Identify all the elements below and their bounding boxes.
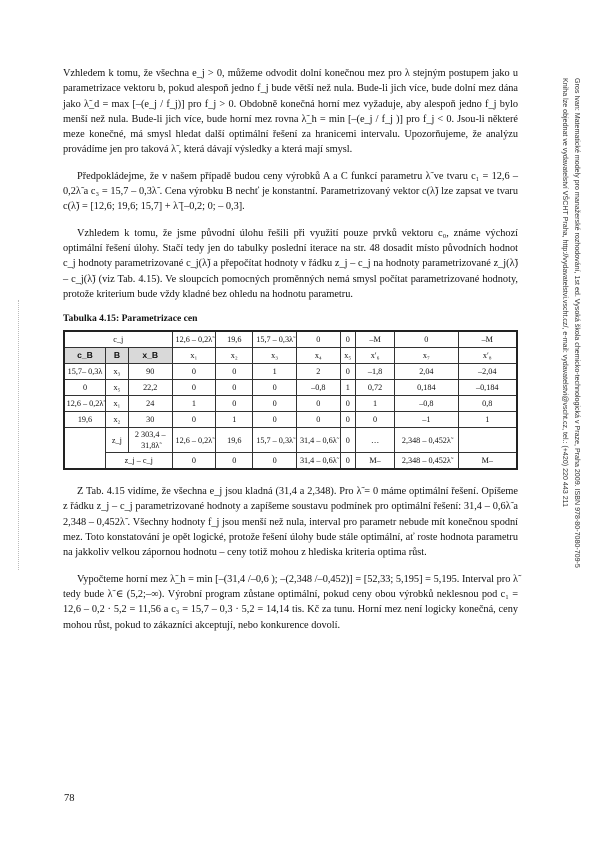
table-cell: 0 bbox=[296, 412, 340, 428]
table-cell: 15,7– 0,3λ bbox=[64, 364, 105, 380]
table-row bbox=[64, 412, 517, 428]
zj-cell: 31,4 – 0,6λ̃ bbox=[296, 428, 340, 453]
paragraph-5: Vypočteme horní mez λ̃_h = min [–(31,4 /–0,6 ); –(2,348 /–0,452)] = [52,33; 5,195] = 5,195. Interval pro λ̃ tedy bude λ̃ ∈ (5,2;–∞). Výrobní program zůstane optimální, pokud ceny obou výrobků neklesnou pod c₁ = 12,6 – 0,2 · 5,2 = 11,56 a c₃ = 15,7 – 0,3 · 5,2 = 14,14 tis. Kč za tunu. Horní mez není logicky konečná, ceny mohou růst, pokud to zákazníci akceptují, nebo konkurence dovolí. bbox=[63, 573, 518, 631]
table-cell: 0,8 bbox=[458, 396, 517, 412]
table-cell: 1 bbox=[355, 396, 394, 412]
zj-cj-cell: 31,4 – 0,6λ̃ bbox=[296, 453, 340, 470]
table-cell: 0 bbox=[296, 396, 340, 412]
paragraph-1: Vzhledem k tomu, že všechna e_j > 0, můžeme odvodit dolní konečnou mez pro λ stejným postupem jako u parametrizace vektoru b, pokud alespoň jedno f_j bude větší než nula. Bude-li jich více, bude dolní mez dána jako λ̃_d = max [–(e_j / f_j)] pro f_j > 0. Obdobně konečná horní mez vyžaduje, aby alespoň jedno f_j bylo menší než nula. Bude-li jich více, bude horní mez rovna λ̃_h = min [–(e_j / f_j )] pro f_j < 0. Jsou-li některé meze konečné, má smysl hledat další optimální řešení za hranicemi intervalu. Upozorňujeme, že analýzu provádíme jen pro taková λ̃ , která dávají výsledky a která mají smysl. bbox=[63, 68, 518, 156]
table-cell: 0 bbox=[64, 380, 105, 396]
table-row bbox=[64, 364, 517, 380]
table-cell: 1 bbox=[253, 364, 297, 380]
table-cell: –1 bbox=[395, 412, 458, 428]
table-cell: 0 bbox=[216, 396, 253, 412]
zj-cj-cell: 0 bbox=[172, 453, 216, 470]
table-cell: 1 bbox=[340, 380, 355, 396]
simplex-table bbox=[63, 330, 518, 470]
zj-cj-cell: 0 bbox=[216, 453, 253, 470]
table-cell: 0,72 bbox=[355, 380, 394, 396]
table-cell: 19,6 bbox=[64, 412, 105, 428]
header-cell: B bbox=[105, 348, 128, 364]
table-cell: 0 bbox=[216, 364, 253, 380]
table-cell: x₁ bbox=[105, 396, 128, 412]
table-cell: 0,184 bbox=[395, 380, 458, 396]
side-note-line-1: Gros Ivan: Matematické modely pro manažerské rozhodování, 1st ed. Vysoká škola chemicko-technologická v Praze, Praha 2009. ISBN 978-80-7080-709-5 bbox=[573, 78, 581, 568]
header-cell: x₇ bbox=[395, 348, 458, 364]
header-cell: x₄ bbox=[296, 348, 340, 364]
zj-cj-cell: M– bbox=[355, 453, 394, 470]
page-number: 78 bbox=[64, 793, 75, 804]
table-cell: 0 bbox=[172, 380, 216, 396]
cj-cell: 0 bbox=[340, 331, 355, 348]
header-cell: x₃ bbox=[253, 348, 297, 364]
header-cell: x′₆ bbox=[355, 348, 394, 364]
zj-cell: 2,348 – 0,452λ̃ bbox=[395, 428, 458, 453]
table-cell: 0 bbox=[216, 380, 253, 396]
table-cell: 2 bbox=[296, 364, 340, 380]
table-cell: 0 bbox=[340, 412, 355, 428]
table-cell: 24 bbox=[128, 396, 172, 412]
table-cell: 30 bbox=[128, 412, 172, 428]
table-caption: Tabulka 4.15: Parametrizace cen bbox=[63, 313, 198, 325]
table-cell: x₂ bbox=[105, 412, 128, 428]
zj-cell: 15,7 – 0,3λ̃ bbox=[253, 428, 297, 453]
cj-cell: 12,6 – 0,2λ̃ bbox=[172, 331, 216, 348]
zj-cj-cell: M– bbox=[458, 453, 517, 470]
header-cell: x₂ bbox=[216, 348, 253, 364]
header-cell: x′₈ bbox=[458, 348, 517, 364]
header-cell: c_B bbox=[64, 348, 105, 364]
zj-cj-cell: 2,348 – 0,452λ̃ bbox=[395, 453, 458, 470]
table-cell: x₃ bbox=[105, 364, 128, 380]
table-cell: 0 bbox=[355, 412, 394, 428]
cj-cell: –M bbox=[458, 331, 517, 348]
table-row bbox=[64, 396, 517, 412]
table-cell: 2,04 bbox=[395, 364, 458, 380]
cj-cell: 0 bbox=[395, 331, 458, 348]
table-cell: 1 bbox=[458, 412, 517, 428]
header-cell: x₅ bbox=[340, 348, 355, 364]
table-cell: –0,184 bbox=[458, 380, 517, 396]
table-cell: 1 bbox=[216, 412, 253, 428]
margin-dotted-line bbox=[18, 300, 19, 570]
zj-cell: 19,6 bbox=[216, 428, 253, 453]
zj-label: z_j bbox=[105, 428, 128, 453]
zj-cj-row bbox=[64, 453, 517, 470]
cj-cell: 19,6 bbox=[216, 331, 253, 348]
table-cell: –0,8 bbox=[296, 380, 340, 396]
table-cell: 0 bbox=[172, 364, 216, 380]
cj-cell: 15,7 – 0,3λ̃ bbox=[253, 331, 297, 348]
side-note-line-2: Kniha lze objednat ve vydavatelství VŠCHT Praha, http://vydavatelstvi.vscht.cz/, e-mail: vydavatelstvi@vscht.cz, tel.: (+420) 220 443 211 bbox=[561, 78, 570, 508]
cj-cell: –M bbox=[355, 331, 394, 348]
paragraph-2: Předpokládejme, že v našem případě budou ceny výrobků A a C funkcí parametru λ̃ ve tvaru c₁ = 12,6 – 0,2λ̃ a c₃ = 15,7 – 0,3λ̃ . Cena výrobku B nechť je konstantní. Parametrizovaný vektor c(λ̃) lze zapsat ve tvaru c(λ̃) = [12,6; 19,6; 15,7] + λ̃ [–0,2; 0; – 0,3]. bbox=[63, 170, 518, 213]
table-cell: 0 bbox=[253, 380, 297, 396]
table-cell: 0 bbox=[172, 412, 216, 428]
table-cell: 0 bbox=[253, 396, 297, 412]
cj-cell: 0 bbox=[296, 331, 340, 348]
table-cell: 0 bbox=[340, 364, 355, 380]
table-cell: 90 bbox=[128, 364, 172, 380]
table-cell: –0,8 bbox=[395, 396, 458, 412]
table-cell: 22,2 bbox=[128, 380, 172, 396]
zj-cell bbox=[458, 428, 517, 453]
zj-cell: 2 303,4 – 31,8λ̃ bbox=[128, 428, 172, 453]
zj-row bbox=[64, 428, 517, 453]
side-note bbox=[548, 78, 582, 593]
table-cell: x₅ bbox=[105, 380, 128, 396]
page-content bbox=[63, 66, 518, 644]
table-cell: 12,6 – 0,2λ̃ bbox=[64, 396, 105, 412]
table-cell: 1 bbox=[172, 396, 216, 412]
table-row bbox=[64, 380, 517, 396]
zj-cj-cell: 0 bbox=[340, 453, 355, 470]
header-cell: x₁ bbox=[172, 348, 216, 364]
table-cell: 0 bbox=[340, 396, 355, 412]
zj-cell: … bbox=[355, 428, 394, 453]
zj-cj-cell: 0 bbox=[253, 453, 297, 470]
paragraph-3: Vzhledem k tomu, že jsme původní úlohu řešili při využití pouze prvků vektoru c₀, známe výchozí optimální řešení úlohy. Stačí tedy jen do tabulky poslední iterace na str. 48 dosadit místo původních hodnot c_j hodnoty parametrizované c_j(λ̃) a přepočítat hodnoty v řádku z_j – c_j na hodnoty parametrizované z_j(λ̃) – c_j(λ̃) (viz Tab. 4.15). Ve sloupcích pomocných proměnných nemá smysl počítat parametrizované hodnoty, protože kriterium bude vždy kladné bez ohledu na hodnotu parametru. bbox=[63, 227, 518, 300]
table-cell: –2,04 bbox=[458, 364, 517, 380]
zj-cell: 0 bbox=[340, 428, 355, 453]
header-row bbox=[64, 348, 517, 364]
cj-label: c_j bbox=[64, 331, 172, 348]
paragraph-4: Z Tab. 4.15 vidíme, že všechna e_j jsou kladná (31,4 a 2,348). Pro λ̃ = 0 máme optimální řešení. Opíšeme z řádku z_j – c_j parametrizované hodnoty a zapíšeme soustavu podmínek pro optimální řešení: 31,4 – 0,6λ̃ a 2,348 – 0,452λ̃ . Všechny hodnoty f_j jsou menší než nula, interval pro parametr nebude mít konečnou spodní mez. Toto konstatování je opět logické, protože řešení úlohy bude stále optimální, ať roste hodnota parametru na jakkoliv velkou zápornou hodnotu – ceny totiž mohou z hlediska kriteria optima růst. bbox=[63, 486, 518, 559]
table-cell: –1,8 bbox=[355, 364, 394, 380]
header-cell: x_B bbox=[128, 348, 172, 364]
zj-cj-label: z_j – c_j bbox=[105, 453, 172, 470]
zj-cell: 12,6 – 0,2λ̃ bbox=[172, 428, 216, 453]
table-cell: 0 bbox=[253, 412, 297, 428]
cj-row bbox=[64, 331, 517, 348]
